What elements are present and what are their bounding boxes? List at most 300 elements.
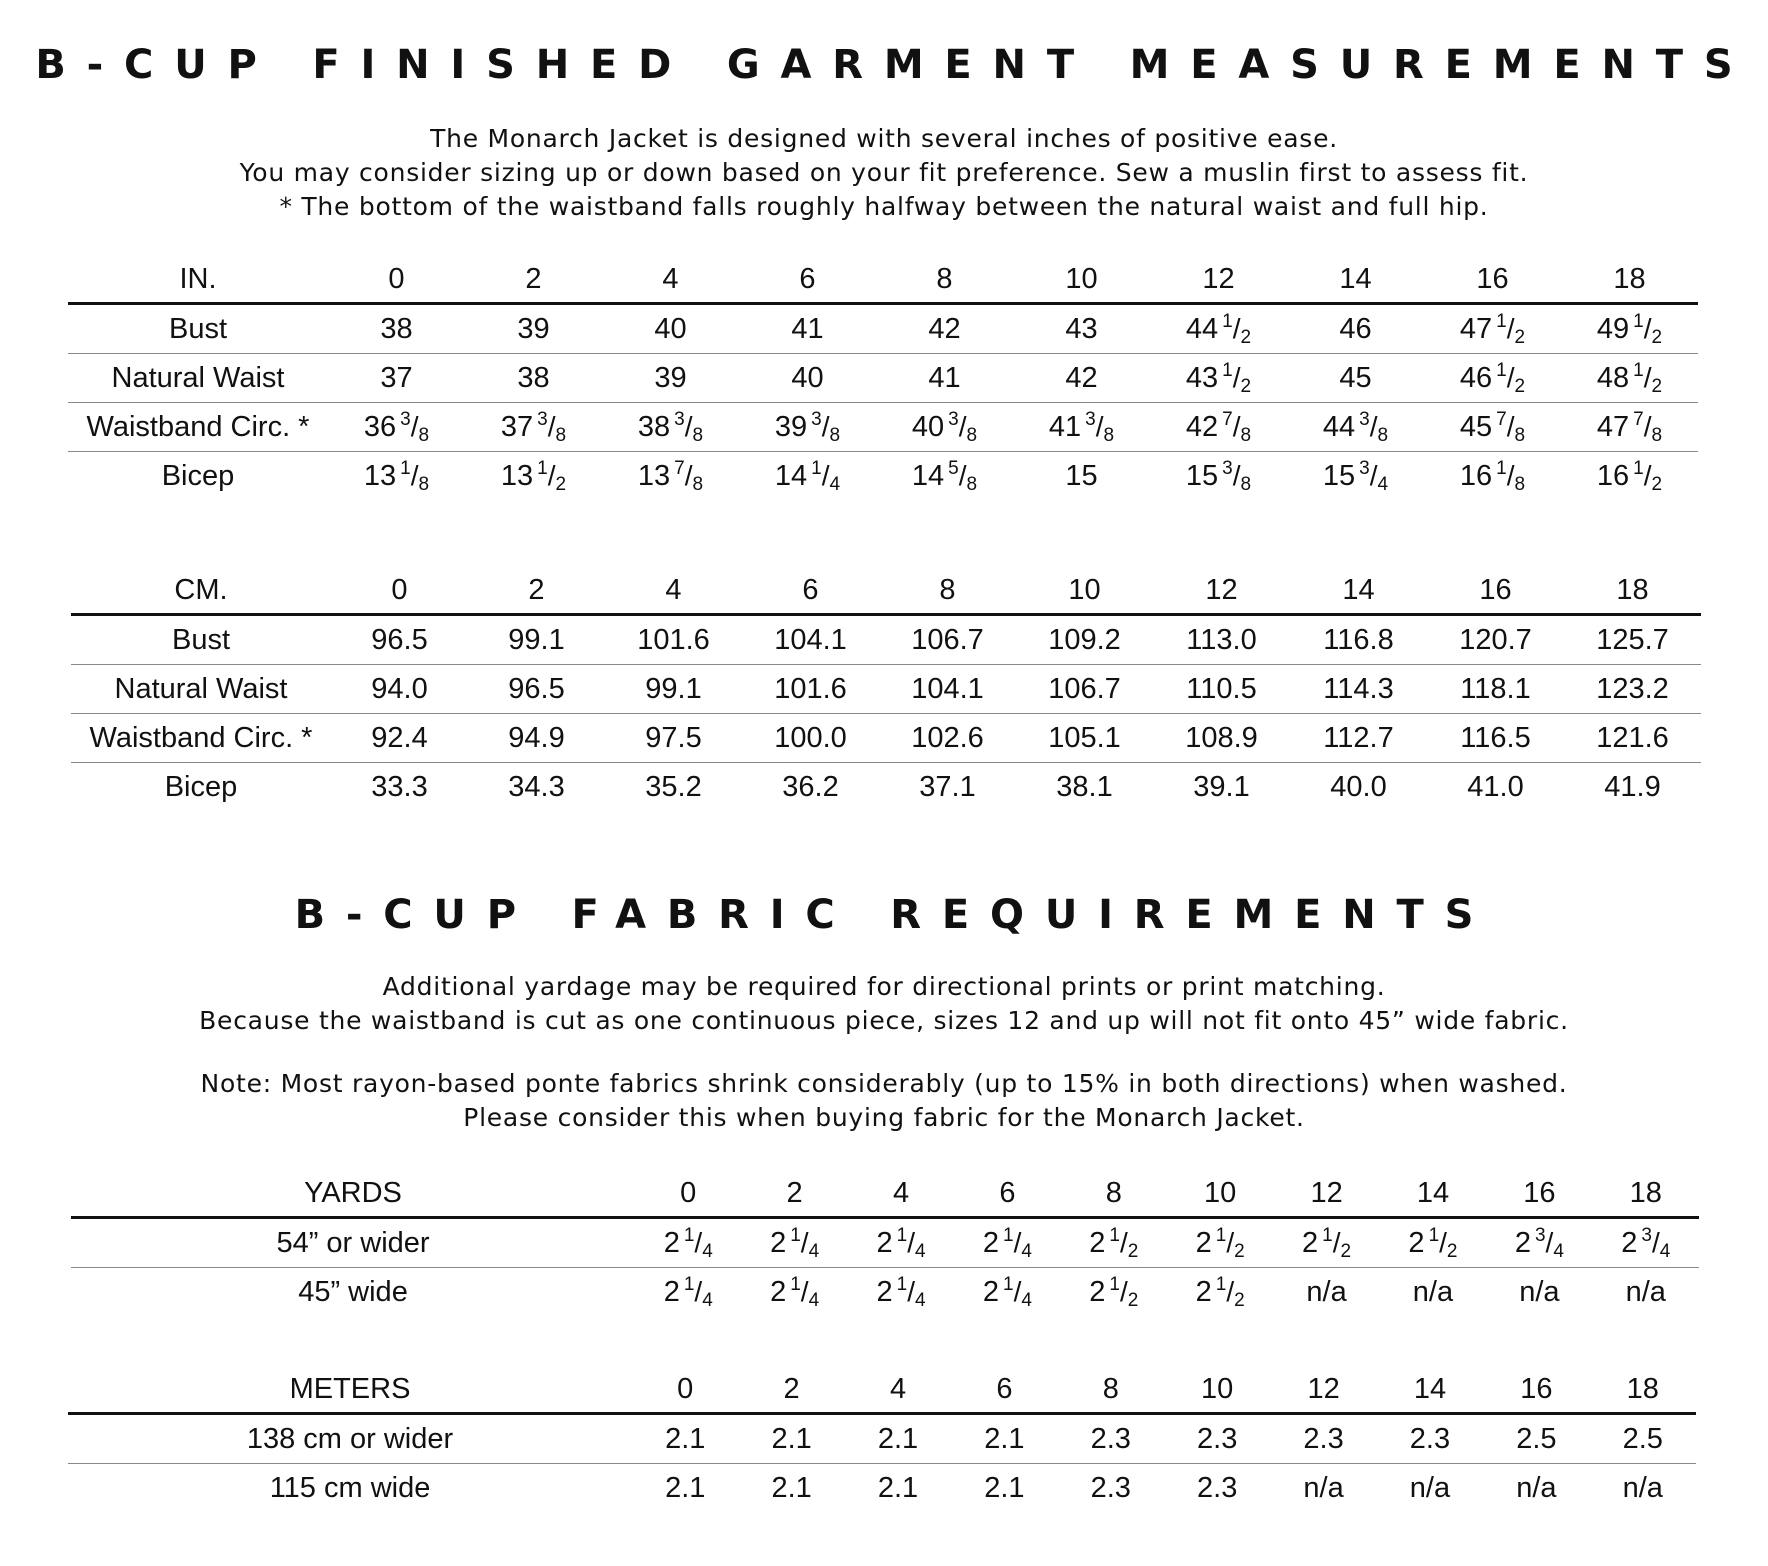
fraction-numerator: 1 [1215, 1224, 1227, 1246]
fraction-denominator: 2 [1234, 1240, 1245, 1262]
fraction-slash: / [1232, 361, 1241, 393]
fraction-slash: / [1232, 459, 1241, 491]
size-header: 16 [1483, 1366, 1589, 1414]
table-row [71, 665, 1701, 714]
value-cell: 39 [602, 354, 739, 403]
fraction-denominator: 2 [555, 473, 567, 495]
row-label: 138 cm or wider [68, 1414, 632, 1464]
value-cell: 99.1 [468, 615, 605, 665]
fraction-denominator: 2 [1446, 1240, 1458, 1262]
row-label: 45” wide [298, 1275, 408, 1308]
size-header: 2 [465, 256, 602, 304]
fraction-denominator: 8 [1514, 424, 1526, 446]
table-row [68, 304, 1698, 354]
value-cell: 2.1 [738, 1414, 844, 1464]
whole-number: 2 [1302, 1226, 1319, 1259]
fraction-denominator: 2 [1651, 326, 1663, 348]
intro-line: Because the waistband is cut as one continuous piece, sizes 12 and up will not fit onto 45” wide fabric. [199, 1006, 1569, 1035]
fraction-numerator: 3 [1534, 1224, 1546, 1246]
value-cell [1150, 452, 1287, 501]
size-header: 16 [1486, 1170, 1592, 1218]
value-cell: 94.9 [468, 714, 605, 763]
value-cell [876, 452, 1013, 501]
fraction-denominator: 2 [1340, 1240, 1352, 1262]
fraction-numerator: 3 [1359, 457, 1370, 479]
fraction-slash: / [1332, 1226, 1341, 1258]
size-header: 12 [1150, 256, 1287, 304]
value-cell: 94.0 [331, 665, 468, 714]
value-cell [328, 452, 465, 501]
whole-number: 2 [770, 1226, 787, 1259]
fraction-denominator: 8 [966, 424, 978, 446]
whole-number: 2 [982, 1226, 999, 1259]
table-row [71, 1268, 1699, 1317]
value-cell: 43 [1013, 304, 1150, 354]
value-cell: 40 [602, 304, 739, 354]
fraction-denominator: 4 [1021, 1240, 1032, 1262]
value-cell: 38.1 [1056, 770, 1113, 803]
value-cell [1424, 403, 1561, 452]
fraction-denominator: 8 [1651, 424, 1663, 446]
fraction-denominator: 2 [1514, 326, 1526, 348]
fraction-slash: / [1013, 1226, 1022, 1258]
size-header: 16 [1424, 256, 1561, 304]
value-cell: 106.7 [1016, 665, 1153, 714]
fraction-slash: / [1439, 1226, 1447, 1258]
value-cell: 116.8 [1290, 615, 1427, 665]
fraction-slash: / [1226, 1275, 1235, 1307]
value-cell: 109.2 [1016, 615, 1153, 665]
value-cell: 99.1 [605, 665, 742, 714]
fraction-numerator: 1 [1496, 310, 1507, 332]
size-header: 8 [1061, 1170, 1167, 1218]
fraction-slash: / [1643, 410, 1652, 442]
fraction-numerator: 1 [1003, 1273, 1014, 1295]
fraction-numerator: 1 [537, 457, 548, 479]
fraction-denominator: 8 [1103, 424, 1115, 446]
value-cell [635, 1268, 741, 1317]
value-cell: 2.3 [1058, 1414, 1164, 1464]
intro-line: The Monarch Jacket is designed with several inches of positive ease. [430, 124, 1338, 153]
fraction-slash: / [684, 459, 693, 491]
value-cell: 40.0 [1330, 770, 1387, 803]
note-line: Note: Most rayon-based ponte fabrics shrink considerably (up to 15% in both directions) when washed. [200, 1069, 1568, 1098]
value-cell [741, 1218, 847, 1268]
size-header: 14 [1377, 1366, 1483, 1414]
whole-number: 37 [500, 410, 534, 443]
value-cell: n/a [1306, 1275, 1347, 1308]
table-header-row [68, 256, 1698, 304]
value-cell: 106.7 [879, 615, 1016, 665]
fraction-denominator: 4 [808, 1240, 820, 1262]
fraction-denominator: 4 [914, 1289, 926, 1311]
size-header: 4 [605, 567, 742, 615]
intro-line: * The bottom of the waistband falls roughly halfway between the natural waist and full hip. [279, 192, 1489, 221]
fraction-slash: / [1369, 459, 1378, 491]
value-cell: n/a [1412, 1275, 1454, 1308]
value-cell: 37 [328, 354, 465, 403]
value-cell [1061, 1268, 1167, 1317]
fraction-denominator: 4 [808, 1289, 820, 1311]
row-label: 54” or wider [71, 1218, 635, 1268]
fraction-slash: / [1506, 459, 1515, 491]
fraction-denominator: 2 [1240, 375, 1252, 397]
value-cell: 35.2 [645, 770, 702, 803]
whole-number: 41 [1048, 410, 1082, 443]
row-label: Bust [71, 615, 331, 665]
fraction-numerator: 1 [1496, 359, 1507, 381]
fraction-numerator: 1 [1428, 1224, 1440, 1246]
value-cell: 101.6 [742, 665, 879, 714]
measurements-title: B-CUP FINISHED GARMENT MEASUREMENTS [35, 42, 1754, 88]
value-cell: n/a [1622, 1471, 1663, 1504]
size-header: 4 [602, 256, 739, 304]
value-cell: 41.9 [1604, 770, 1661, 803]
fraction-numerator: 1 [1633, 457, 1644, 479]
whole-number: 2 [770, 1275, 787, 1308]
whole-number: 39 [774, 410, 808, 443]
table-header-row [71, 1170, 1699, 1218]
table-row [71, 763, 1701, 812]
unit-header: IN. [68, 256, 328, 304]
fraction-denominator: 4 [702, 1240, 713, 1262]
fraction-numerator: 1 [1003, 1224, 1014, 1246]
value-cell: n/a [1519, 1275, 1560, 1308]
value-cell: 2.5 [1483, 1414, 1589, 1464]
value-cell [328, 403, 465, 452]
value-cell: 92.4 [331, 714, 468, 763]
whole-number: 43 [1185, 361, 1219, 394]
value-cell: 105.1 [1016, 714, 1153, 763]
fraction-numerator: 1 [1496, 457, 1507, 479]
whole-number: 13 [363, 459, 397, 492]
fabric-title: B-CUP FABRIC REQUIREMENTS [294, 892, 1495, 938]
fraction-numerator: 1 [896, 1224, 908, 1246]
whole-number: 13 [500, 459, 534, 492]
note-line: Please consider this when buying fabric for the Monarch Jacket. [463, 1103, 1305, 1132]
value-cell: 42 [1013, 354, 1150, 403]
whole-number: 44 [1185, 312, 1219, 345]
table-row [68, 403, 1698, 452]
fraction-numerator: 3 [948, 408, 959, 430]
size-header: 10 [1016, 567, 1153, 615]
fraction-denominator: 2 [1127, 1240, 1139, 1262]
value-cell [848, 1268, 954, 1317]
whole-number: 2 [663, 1275, 680, 1308]
value-cell: 36.2 [782, 770, 839, 803]
fraction-denominator: 8 [555, 424, 567, 446]
whole-number: 13 [637, 459, 671, 492]
size-header: 10 [1013, 256, 1150, 304]
size-header: 0 [328, 256, 465, 304]
centimeters-table [71, 567, 1701, 811]
value-cell: 42 [876, 304, 1013, 354]
fraction-numerator: 3 [1085, 408, 1096, 430]
unit-header: YARDS [71, 1170, 635, 1218]
size-header: 0 [331, 567, 468, 615]
value-cell: 125.7 [1564, 615, 1701, 665]
value-cell [1561, 354, 1698, 403]
fraction-slash: / [1095, 410, 1104, 442]
value-cell: 114.3 [1290, 665, 1427, 714]
fraction-numerator: 3 [674, 408, 685, 430]
size-header: 2 [738, 1366, 844, 1414]
fraction-slash: / [1643, 361, 1652, 393]
value-cell [1013, 403, 1150, 452]
value-cell [1150, 403, 1287, 452]
size-header: 12 [1273, 1170, 1379, 1218]
fraction-denominator: 2 [1127, 1289, 1139, 1311]
fraction-numerator: 7 [1496, 408, 1507, 430]
value-cell: 102.6 [879, 714, 1016, 763]
value-cell [1486, 1218, 1592, 1268]
value-cell [741, 1268, 847, 1317]
value-cell: 2.3 [1377, 1414, 1483, 1464]
fraction-denominator: 4 [702, 1289, 713, 1311]
fraction-denominator: 4 [1377, 473, 1389, 495]
value-cell [465, 403, 602, 452]
fraction-denominator: 2 [1240, 326, 1252, 348]
fraction-denominator: 8 [692, 424, 704, 446]
fraction-denominator: 4 [1021, 1289, 1032, 1311]
value-cell [848, 1218, 954, 1268]
fraction-slash: / [821, 459, 830, 491]
row-label: Natural Waist [68, 354, 328, 403]
fraction-slash: / [1226, 1226, 1235, 1258]
value-cell [1061, 1218, 1167, 1268]
whole-number: 46 [1459, 361, 1493, 394]
whole-number: 42 [1185, 410, 1219, 443]
value-cell: 39.1 [1193, 770, 1250, 803]
value-cell [635, 1218, 741, 1268]
fraction-denominator: 8 [829, 424, 841, 446]
whole-number: 2 [1089, 1275, 1106, 1308]
value-cell: 110.5 [1153, 665, 1290, 714]
whole-number: 47 [1596, 410, 1630, 443]
size-header: 10 [1167, 1170, 1273, 1218]
fraction-denominator: 2 [1514, 375, 1526, 397]
fraction-slash: / [547, 459, 556, 491]
fraction-denominator: 8 [1240, 473, 1252, 495]
fraction-slash: / [547, 410, 556, 442]
fraction-slash: / [958, 410, 967, 442]
fraction-numerator: 3 [1641, 1224, 1652, 1246]
size-header: 2 [468, 567, 605, 615]
size-header: 18 [1590, 1366, 1696, 1414]
size-header: 18 [1593, 1170, 1699, 1218]
fraction-slash: / [1232, 312, 1241, 344]
value-cell: 2.1 [632, 1414, 738, 1464]
fraction-numerator: 1 [811, 457, 822, 479]
whole-number: 2 [1621, 1226, 1638, 1259]
fraction-slash: / [1506, 410, 1515, 442]
size-header: 18 [1564, 567, 1701, 615]
value-cell: 101.6 [605, 615, 742, 665]
fraction-slash: / [907, 1226, 915, 1258]
fraction-numerator: 1 [683, 1273, 695, 1295]
fraction-slash: / [410, 410, 419, 442]
value-cell [739, 403, 876, 452]
whole-number: 14 [911, 459, 945, 492]
fraction-denominator: 4 [1659, 1240, 1671, 1262]
value-cell: 108.9 [1153, 714, 1290, 763]
value-cell: 104.1 [879, 665, 1016, 714]
fraction-numerator: 1 [1633, 359, 1644, 381]
fraction-slash: / [694, 1226, 703, 1258]
fraction-numerator: 1 [1215, 1273, 1227, 1295]
fraction-denominator: 4 [829, 473, 841, 495]
size-header: 12 [1270, 1366, 1376, 1414]
fraction-denominator: 2 [1234, 1289, 1245, 1311]
value-cell: 113.0 [1153, 615, 1290, 665]
fraction-denominator: 8 [418, 424, 430, 446]
size-header: 8 [879, 567, 1016, 615]
table-row [71, 615, 1701, 665]
fraction-slash: / [958, 459, 967, 491]
fraction-numerator: 1 [790, 1273, 801, 1295]
whole-number: 16 [1459, 459, 1493, 492]
whole-number: 38 [637, 410, 671, 443]
size-header: 18 [1561, 256, 1698, 304]
fraction-numerator: 3 [400, 408, 411, 430]
size-header: 2 [741, 1170, 847, 1218]
whole-number: 2 [663, 1226, 680, 1259]
unit-header: METERS [68, 1366, 632, 1414]
table-header-row [68, 1366, 1696, 1414]
row-label: Bicep [161, 459, 235, 492]
value-cell: n/a [1625, 1275, 1666, 1308]
fraction-numerator: 7 [1222, 408, 1233, 430]
value-cell: 123.2 [1564, 665, 1701, 714]
value-cell: 116.5 [1427, 714, 1564, 763]
row-label: Natural Waist [71, 665, 331, 714]
value-cell: n/a [1409, 1471, 1451, 1504]
row-label: 115 cm wide [269, 1471, 431, 1504]
fraction-numerator: 3 [1222, 457, 1233, 479]
table-header-row [71, 567, 1701, 615]
whole-number: 15 [1185, 459, 1219, 492]
value-cell: 2.1 [951, 1414, 1057, 1464]
fraction-denominator: 2 [1651, 375, 1663, 397]
inches-table [68, 256, 1698, 500]
table-row [68, 452, 1698, 501]
row-label: Bust [68, 304, 328, 354]
value-cell [1167, 1268, 1273, 1317]
value-cell [739, 452, 876, 501]
fraction-numerator: 1 [896, 1273, 908, 1295]
whole-number: 40 [911, 410, 945, 443]
value-cell [1561, 452, 1698, 501]
value-cell: 15 [1065, 459, 1098, 492]
fraction-denominator: 8 [966, 473, 978, 495]
row-label: Waistband Circ. * [68, 403, 328, 452]
value-cell: 2.1 [665, 1471, 706, 1504]
whole-number: 2 [876, 1226, 893, 1259]
size-header: 14 [1290, 567, 1427, 615]
fraction-numerator: 7 [674, 457, 685, 479]
fraction-numerator: 5 [948, 457, 959, 479]
size-header: 4 [848, 1170, 954, 1218]
value-cell: 45 [1287, 354, 1424, 403]
row-label: Bicep [164, 770, 238, 803]
whole-number: 2 [982, 1275, 999, 1308]
fraction-slash: / [800, 1226, 809, 1258]
fraction-denominator: 8 [1240, 424, 1252, 446]
value-cell [465, 452, 602, 501]
value-cell: 41.0 [1467, 770, 1524, 803]
fabric-intro [0, 970, 1768, 1038]
value-cell: 39 [465, 304, 602, 354]
size-header: 14 [1287, 256, 1424, 304]
measurements-intro [0, 122, 1768, 224]
value-cell [1424, 304, 1561, 354]
table-row [71, 1218, 1699, 1268]
fabric-note [0, 1067, 1768, 1135]
fraction-slash: / [1232, 410, 1241, 442]
value-cell: 40 [739, 354, 876, 403]
value-cell: 2.3 [1090, 1471, 1131, 1504]
fraction-slash: / [694, 1275, 703, 1307]
size-header: 4 [845, 1366, 951, 1414]
fraction-slash: / [1506, 361, 1515, 393]
fraction-denominator: 8 [1377, 424, 1389, 446]
fraction-slash: / [410, 459, 419, 491]
value-cell: 2.3 [1197, 1471, 1238, 1504]
table-row [68, 1464, 1696, 1513]
size-header: 6 [954, 1170, 1060, 1218]
table-row [71, 714, 1701, 763]
whole-number: 47 [1459, 312, 1493, 345]
fraction-denominator: 4 [1553, 1240, 1564, 1262]
fraction-numerator: 1 [683, 1224, 695, 1246]
value-cell: 96.5 [468, 665, 605, 714]
fraction-slash: / [1013, 1275, 1022, 1307]
whole-number: 48 [1596, 361, 1630, 394]
fraction-slash: / [1369, 410, 1378, 442]
size-header: 6 [742, 567, 879, 615]
value-cell: 41 [876, 354, 1013, 403]
whole-number: 14 [774, 459, 808, 492]
size-header: 0 [635, 1170, 741, 1218]
whole-number: 2 [876, 1275, 893, 1308]
fraction-numerator: 1 [790, 1224, 801, 1246]
whole-number: 49 [1596, 312, 1630, 345]
value-cell [1167, 1218, 1273, 1268]
unit-header: CM. [71, 567, 331, 615]
whole-number: 36 [363, 410, 397, 443]
value-cell: 121.6 [1564, 714, 1701, 763]
size-header: 0 [632, 1366, 738, 1414]
value-cell: 97.5 [605, 714, 742, 763]
fraction-slash: / [907, 1275, 915, 1307]
size-header: 10 [1164, 1366, 1270, 1414]
table-row [68, 354, 1698, 403]
value-cell: 2.1 [877, 1471, 919, 1504]
value-cell: 33.3 [371, 770, 428, 803]
value-cell [1150, 354, 1287, 403]
value-cell: 96.5 [331, 615, 468, 665]
size-header: 8 [876, 256, 1013, 304]
fraction-numerator: 1 [1109, 1224, 1120, 1246]
fraction-numerator: 1 [1322, 1224, 1333, 1246]
value-cell: 2.1 [771, 1471, 812, 1504]
value-cell [1424, 452, 1561, 501]
fraction-denominator: 8 [418, 473, 430, 495]
value-cell: 2.1 [984, 1471, 1025, 1504]
fraction-numerator: 1 [1222, 310, 1233, 332]
fraction-numerator: 3 [1359, 408, 1370, 430]
value-cell: n/a [1303, 1471, 1344, 1504]
